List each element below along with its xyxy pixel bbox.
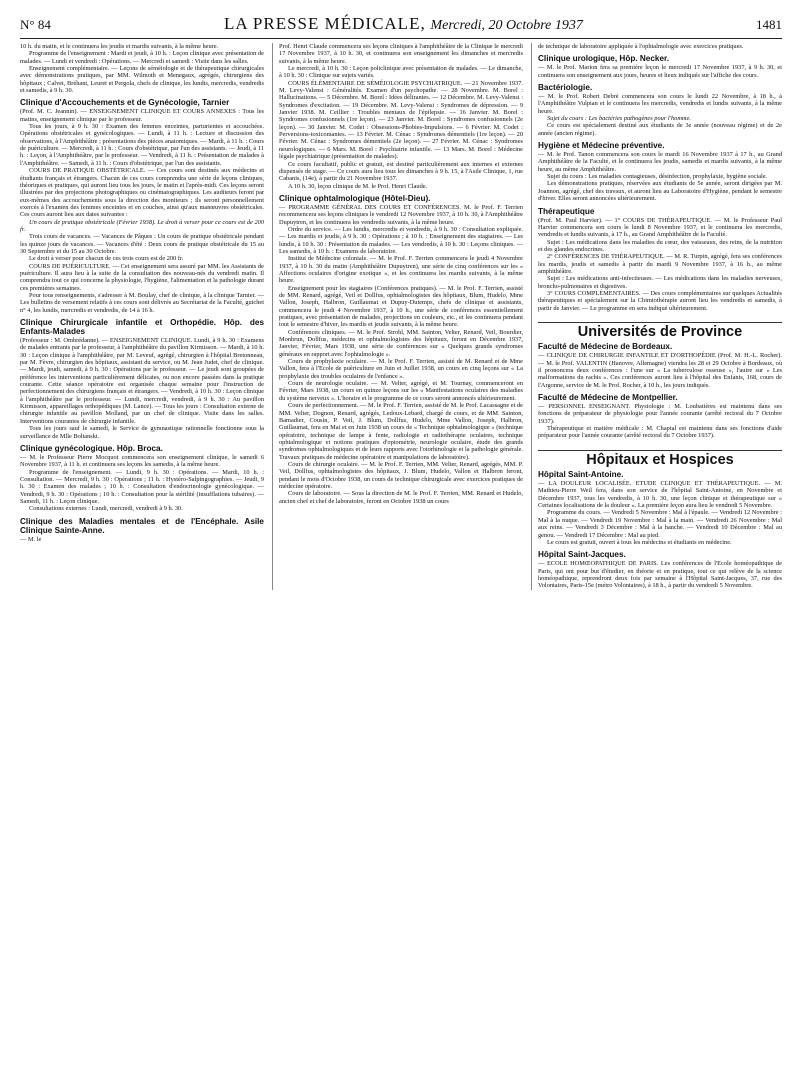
paragraph: (Professeur : M. Ombrédanne). — ENSEIGNEMENT CLINIQUE. Lundi, à 9 h. 30 : Examens de malades entrants par le professeur, à l'amphithéâtre du pavillon Kirmisson. — Mardi, à 10 h. 30 : Leçon clinique à l'amphithéâtre, par M. Leveuf, agrégé, chirurgien à l'hôpital Bretonneau, par M. Fèvre, chirurgien des hôpitaux, assistant du service, ou M. Jean Judet, chef de clinique. — Mardi, jeudi, samedi, à 9 h. 30 : Opérations par le professeur. — Le jeudi sont groupées de préférence les interventions particulièrement délicates, ou non encore passées dans la pratique courante. Cette séance opératoire est organisée chaque semaine pour l'instruction de perfectionnement des chirurgiens français et étrangers. — Vendredi, à 10 h. 30 : Leçon clinique à l'amphithéâtre par le professeur. — Lundi, mercredi, vendredi, à 9 h. 30 : Au pavillon Kirmisson, appareillages orthopédiques (M. Lance). — Tous les jours : Consultation externe de chirurgie infantile au pavillon Molland, par un chef de clinique. Visite dans les salles. Interventions courantes de chirurgie infantile. (20, 337, 264, 425)
column-2 (272, 43, 523, 590)
paragraph: COURS ÉLÉMENTAIRE DE SÉMÉIOLOGIE PSYCHIATRIQUE. — 21 Novembre 1937. M. Levy-Valensi : Généralités. Examen d'un psychopathe. — 28 Novembre. M. Borel : Hallucinations. — 5 Décembre. M. Borel : Idées délirantes. — 12 Décembre. M. Levy-Valensi : Syndromes d'excitation. — 19 Décembre. M. Levy-Valensi : Syndromes de dépression. — 9 Janvier 1938. M. Ceillier : Troubles mentaux de l'épilepsie. — 16 Janvier. M. Borel : Syndromes confusionnels (1re leçon). — 23 Janvier. M. Borel : Syndromes confusionnels (2e leçon). — 30 Janvier. M. Codet : Obsessions-Phobies-Impulsions. — 6 Février. M. Codet : Perversions-toxicomanies. — 13 Février. M. Cénac : Syndromes démentiels (1re leçon). — 20 Février. M. Cénac : Syndromes démentiels (2e leçon). — 27 Février. M. Cénac : Syndromes neurologiques. — 6 Mars. M. Borel : Psychiatrie infantile. — 13 Mars. M. Borel : Médecine légale psychiatrique (présentation de malades). (279, 79, 523, 161)
paragraph: Enseignement pour les stagiaires (Conférences pratiques). — M. le Prof. F. Terrien, assisté de MM. Renard, agrégé, Veil et Dollfus, ophtalmologistes des hôpitaux, Blum, Hudelo, Mme Vallon, Joseph, Halbron, Guillaumat et Dupuy-Dutemps, chefs de clinique et assistants, commencera le jeudi 4 Novembre 1937, à 10 h., une série de conférences essentiellement pratiques, avec présentation de malades, projections en couleurs, etc., et les continuera pendant tout le semestre d'hiver, les mardis et jeudis suivants, à la même heure. (279, 284, 523, 329)
paragraph: Prof. Henri Claude commencera ses leçons cliniques à l'amphithéâtre de la Clinique le mercredi 17 Novembre 1937, à 10 h. 30, et continuera son enseignement les dimanches et mercredis suivants, à la même heure. (279, 43, 523, 65)
paragraph: Thérapeutique et matière médicale : M. Chaptal est maintenu dans ses fonctions d'aide préparateur pour l'année courante (arrêté rectoral du 7 Octobre 1937). (538, 425, 782, 440)
paragraph: Ce cours est spécialement destiné aux étudiants de 3e année (nouveau régime) et de 2e année (ancien régime). (538, 122, 782, 137)
paragraph: (Prof. M. C. Jeannin). — ENSEIGNEMENT CLINIQUE ET COURS ANNEXES : Tous les matins, enseignement clinique par le professeur. (20, 108, 264, 123)
section-heading: Hôpital Saint-Antoine. (538, 470, 624, 480)
paragraph: Programme de l'enseignement : Mardi et jeudi, à 10 h. : Leçon clinique avec présentation de malades. — Lundi et vendredi : Opérations. — Mercredi et samedi : Visite dans les salles. (20, 50, 264, 65)
issue-date: Mercredi, 20 Octobre 1937 (430, 18, 583, 33)
section-heading: Hôpital Saint-Jacques. (538, 550, 626, 560)
section-title-hopitaux: Hôpitaux et Hospices (538, 450, 782, 464)
paragraph: A 10 h. 30, leçon clinique de M. le Prof. Henri Claude. (288, 182, 428, 190)
paragraph: Cours de neurologie oculaire. — M. Velter, agrégé, et M. Tournay, commenceront en Février, Mars 1938, un cours en quinze leçons sur les « Manifestations oculaires des maladies du système nerveux ». L'horaire et le programme de ce cours seront annoncés ultérieurement. (279, 380, 523, 402)
section-heading: Faculté de Médecine de Bordeaux. (538, 342, 673, 352)
paragraph: Enseignement complémentaire. — Leçons de séméiologie et de thérapeutique chirurgicales avec démonstrations pratiques, par MM. Wilmoth et Menegaux, agrégés, chirurgiens des hôpitaux ; Calvet, Bréhant, Leuret et Pergola, chefs de clinique, les lundis, mercredis, vendredis et samedis, à 9 h. 30. (20, 65, 264, 95)
paragraph: Institut de Médecine coloniale. — M. le Prof. F. Terrien commencera le jeudi 4 Novembre 1937, à 10 h. 30 du matin (Amphithéâtre Dupuytren), une série de cinq conférences sur les « Affections oculaires d'origine exotique », et les continuera les mardis suivants, à la même heure. (279, 255, 523, 285)
paragraph: Tous les jours sauf le samedi, le Service de gymnastique rationnelle fonctionne sous la surveillance de Mlle Boltanski. (20, 425, 264, 440)
paragraph: COURS DE PRATIQUE OBSTÉTRICALE. — Ces cours sont destinés aux médecins et étudiants français et étrangers. Chacun de ces cours comprendra une série de leçons cliniques, théoriques et pratiques, qui auront lieu tous les jours, le matin et l'après-midi. Ces leçons seront illustrées par des projections photographiques ou cinématographiques. Les auditeurs feront par eux-mêmes des accouchements sous la direction des moniteurs ; ils seront personnellement exercés à l'examen des femmes enceintes et en couches, ainsi qu'aux manœuvres obstétricales. Ces cours auront lieu aux dates suivantes : (20, 167, 264, 219)
paragraph: Tous les jours, à 9 h. 30 : Examen des femmes enceintes, parturientes et accouchées. Opérations obstétricales et gynécologiques. — Lundi, à 11 h. : Lecture et discussion des observations, à l'Amphithéâtre ; présentations des pièces anatomiques. — Mardi, à 11 h. : Cours de puériculture. — Mercredi, à 11 h. : Cours d'obstétrique, par l'un des assistants. — Jeudi, à 11 h. : Leçon, à l'Amphithéâtre, par le professeur. — Vendredi, à 11 h. : Présentation de malades à l'Amphithéâtre. — Samedi, à 11 h. : Cours d'obstétrique, par l'un des assistants. (20, 123, 264, 167)
section-heading: Clinique gynécologique. Hôp. Broca. (20, 443, 163, 453)
paragraph: Sujet du cours : Les maladies contagieuses, désinfection, prophylaxie, hygiène sociale. (547, 173, 768, 181)
section-heading: Bactériologie. (538, 83, 593, 93)
paragraph: Ordre du service. — Les lundis, mercredis et vendredis, à 9 h. 30 : Consultation expliquée. — Les mardis et jeudis, à 9 h. 30 : Opérations ; à 10 h. : Enseignement des stagiaires. — Les lundis, à 10 h. 30 : Présentation de malades. — Les vendredis, à 10 h. 30 : Leçons cliniques. — Les samedis, à 10 h. : Examens de laboratoire. (279, 225, 523, 255)
paragraph: 10 h. du matin, et le continuera les jeudis et mardis suivants, à la même heure. (20, 43, 219, 50)
paragraph: — LA DOULEUR LOCALISÉE. ETUDE CLINIQUE ET THÉRAPEUTIQUE. — M. Mathieu-Pierre Weil fera, dans son service de l'hôpital Saint-Antoine, en Novembre et Décembre 1937, tous les vendredis, à 10 h. 30, une leçon clinique et thérapeutique sur « Certaines localisations de la douleur ». La première leçon aura lieu le vendredi 5 Novembre. (538, 480, 782, 510)
paragraph: Programme de l'enseignement. — Lundi, 9 h. 30 : Opérations. — Mardi, 10 h. : Consultation. — Mercredi, 9 h. 30 : Opérations ; 11 h. : Hystéro-Salpingographies. — Jeudi, 9 h. 30 : Examen des malades ; 10 h. : Consultation d'endocrinologie gynécologique. — Vendredi, 9 h. 30 : Opérations ; 10 h. : Consultation pour la stérilité (insufflations tubaires). — Samedi, 11 h. : Leçon clinique. (20, 468, 264, 505)
paragraph: Pour tous renseignements, s'adresser à M. Boulay, chef de clinique, à la clinique Tarnier. — Les bulletins de versement relatifs à ces cours sont délivrés au Secrétariat de la Faculté, guichet n° 4, les lundis, mercredis et vendredis, de 14 à 16 h. (20, 292, 264, 314)
paragraph: Trois cours de vacances. — Vacances de Pâques : Un cours de pratique obstétricale pendant les quinze jours de vacances. — Vacances d'été : Deux cours de pratique obstétricale du 15 au 30 Septembre et du 15 au 30 Octobre. (20, 233, 264, 255)
paragraph: Cours de perfectionnement. — M. le Prof. F. Terrien, assisté de M. le Prof. Lacassagne et de MM. Velter, Dognon, Renard, agrégés, Ledoux-Lebard, chargé de cours, et de MM. Sainton, Bamadier, Cousin, P. Veil, J. Blum, Dollfus, Hudelo, Mme Vallon, Joseph, Halbron, Guillaumat, fera en Mai et en Juin 1938 un cours de « Technique ophtalmologique » (technique opératoire, technique de lampe à fente, radiologie et radiothérapie oculaires, technique ophtalmologique et notions pratiques d'optométrie, neurologie oculaire, étude des grands syndromes ophtalmologiques et de leurs rapports avec l'otorhinologie et la pathologie générale. Travaux pratiques de médecine opératoire et manipulations de laboratoire). (279, 402, 523, 461)
paragraph: Sujet : Les médications anti-infectieuses. — Les médications dans les maladies nerveuses, broncho-pulmonaires et digestives. (538, 275, 782, 290)
column-1 (20, 43, 264, 590)
journal-title: LA PRESSE MÉDICALE, (223, 14, 426, 33)
page-number: 1481 (755, 17, 782, 32)
section-heading: Clinique d'Accouchements et de Gynécologie, Tarnier (20, 98, 230, 108)
paragraph: — CLINIQUE DE CHIRURGIE INFANTILE ET D'ORTHOPÉDIE (Prof. M. H.-L. Rocher). — M. le Prof. VALENTIN (Hanovre, Allemagne) viendra les 28 et 29 Octobre à Bordeaux, où il prononcera deux conférences : l'une sur « La tuberculose osseuse », l'autre sur « Les malformations du rachis ». Ces conférences auront lieu à l'hôpital des Enfants, 168, cours de l'Argonne, service de M. le Prof. Rocher, à 10 h., les jours indiqués. (538, 352, 782, 389)
section-heading: Clinique Chirurgicale infantile et Orthopédie. Hôp. des Enfants-Malades (20, 318, 264, 337)
paragraph: (Prof. M. Paul Harvier). — 1° COURS DE THÉRAPEUTIQUE. — M. le Professeur Paul Harvier commencera son cours le lundi 8 Novembre 1937, et le continuera les mercredis, vendredis et lundis suivants, à 17 h., au Grand Amphithéâtre de la Faculté. (538, 216, 782, 239)
paragraph: COURS DE PUÉRICULTURE. — Cet enseignement sera assuré par MM. les Assistants de puériculture. Il aura lieu à la suite de la consultation des nouveau-nés du vendredi matin. Il comprendra tout ce qui concerne la physiologie, l'hygiène, l'alimentation et la pathologie durant ces premières semaines. (20, 262, 264, 292)
paragraph: Un cours de pratique obstétricale (Février 1938). Le droit à verser pour ce cours est de 200 fr. (20, 218, 264, 233)
page-header (20, 14, 782, 39)
paragraph: Sujet : Les médications dans les maladies du cœur, des vaisseaux, des reins, de la nutrition et des glandes endocrines. (538, 238, 782, 253)
issue-number: N° 84 (20, 17, 51, 32)
section-heading: Hygiène et Médecine préventive. (538, 141, 665, 151)
paragraph: Consultations externes : Lundi, mercredi, vendredi à 9 h. 30. (29, 505, 183, 513)
paragraph: Les démonstrations pratiques, réservées aux étudiants de 5e année, seront dirigées par M. Joannon, agrégé, chef des travaux, et auront lieu au Laboratoire d'Hygiène, pendant le semestre d'hiver. Elles seront annoncées ultérieurement. (538, 180, 782, 203)
paragraph: — ECOLE HOMŒOPATHIQUE DE PARIS. Les conférences de l'Ecole homéopathique de Paris, qui ont pour but d'étudier, en théorie et en pratique, tout ce qui relève de la science homéopathique, reprendront deux fois par semaine à l'Hôpital Saint-Jacques, 37, rue des Volontaires, Paris-15e (métro Volontaires), à 18 h., à partir du vendredi 5 Novembre. (538, 560, 782, 590)
paragraph: Cours de prophylaxie oculaire. — M. le Prof. F. Terrien, assisté de M. Renard et de Mme Vallon, fera à l'Ecole de puériculture en Juin et Juillet 1938, un cours en cinq leçons sur « La prophylaxie des troubles oculaires de l'enfance ». (279, 358, 523, 380)
paragraph: Le cours est gratuit, ouvert à tous les médecins et étudiants en médecine. (547, 538, 732, 546)
section-heading: Clinique des Maladies mentales et de l'Encéphale. Asile Clinique Sainte-Anne. (20, 516, 264, 535)
column-3 (531, 43, 782, 590)
section-heading: Thérapeutique (538, 206, 595, 216)
paragraph: — M. le Professeur Pierre Mocquot commencera son enseignement clinique, le samedi 6 Novembre 1937, à 11 h. et continuera ses leçons les samedis, à la même heure. (20, 453, 264, 469)
paragraph: Le droit à verser pour chacun de ces trois cours est de 200 fr. (29, 255, 184, 263)
paragraph: — M. le Prof. Marion fera sa première leçon le mercredi 17 Novembre 1937, à 9 h. 30, et continuera son enseignement aux jours, heures et lieux indiqués sur l'affiche des cours. (538, 64, 782, 79)
paragraph: Cours de chirurgie oculaire. — M. le Prof. F. Terrien, MM. Velter, Renard, agrégés, MM. P. Veil, Dollfus, ophtalmologistes des hôpitaux, J. Blum, Hudelo, Vallon et Halbron feront, pendant le mois d'Octobre 1938, un cours de technique chirurgicale avec exercices pratiques de médecine opératoire. (279, 460, 523, 490)
masthead (224, 14, 583, 34)
paragraph: — PROGRAMME GÉNÉRAL DES COURS ET CONFÉRENCES. M. le Prof. F. Terrien recommencera ses leçons cliniques le vendredi 12 Novembre 1937, à 10 h. 30, à l'Amphithéâtre Dupuytren, et les continuera les vendredis suivants, à la même heure. (279, 203, 523, 226)
section-title-universites: Universités de Province (538, 322, 782, 336)
paragraph: — M. le (20, 535, 42, 543)
paragraph: Ce cours facultatif, public et gratuit, est destiné particulièrement aux internes et externes dispensés de stage. — Ce cours aura lieu tous les dimanches à 9 h. 15, à l'Asile Clinique, 1, rue Cabanis, (14e), à partir du 21 Novembre 1937. (279, 160, 523, 183)
paragraph: Cours de laboratoire. — Sous la direction de M. le Prof. F. Terrien, MM. Renard et Hudelo, ancien chef et chef de laboratoire, feront en Octobre 1938 un cours (279, 490, 523, 505)
paragraph: Programme du cours. — Vendredi 5 Novembre : Mal à l'épaule. — Vendredi 12 Novembre : Mal à la nuque. — Vendredi 19 Novembre : Mal à la main. — Vendredi 26 Novembre : Mal aux reins. — Vendredi 3 Décembre : Mal à la hanche. — Vendredi 10 Décembre : Mal au genou. — Vendredi 17 Décembre : Mal au pied. (538, 509, 782, 539)
paragraph: 2° CONFÉRENCES DE THÉRAPEUTIQUE. — M. R. Turpin, agrégé, fera ses conférences les mardis, jeudis et samedis à partir du mardi 9 Novembre 1937, à 16 h., au même amphithéâtre. (538, 253, 782, 275)
article-columns (20, 43, 782, 590)
section-heading: Clinique urologique, Hôp. Necker. (538, 54, 670, 64)
paragraph: — PERSONNEL ENSEIGNANT. Physiologie : M. Loubatières est maintenu dans ses fonctions de préparateur de physiologie pour l'année courante (arrêté rectoral du 7 Octobre 1937). (538, 403, 782, 425)
paragraph: de technique de laboratoire appliquée à l'ophtalmologie avec exercices pratiques. (538, 43, 744, 50)
section-heading: Clinique ophtalmologique (Hôtel-Dieu). (279, 193, 431, 203)
paragraph: — M. le Prof. Tanon commencera son cours le mardi 16 Novembre 1937 à 17 h., au Grand Amphithéâtre de la Faculté, et le continuera les jeudis, samedis et mardis suivants, à la même heure, au même Amphithéâtre. (538, 151, 782, 173)
paragraph: Sujet du cours : Les bactéries pathogènes pour l'homme. (547, 115, 691, 123)
paragraph: — M. le Prof. Robert Debré commencera son cours le lundi 22 Novembre, à 18 h., à l'Amphithéâtre Vulpian et le continuera les mercredis, vendredis et lundis suivants, à la même heure. (538, 93, 782, 115)
paragraph: 3° COURS COMPLÉMENTAIRES. — Des cours complémentaires sur quelques Actualités thérapeutiques et spécialement sur la Chimiothérapie auront lieu les vendredis et samedis, à partir de Janvier. — Le programme en sera indiqué ultérieurement. (538, 289, 782, 312)
section-heading: Faculté de Médecine de Montpellier. (538, 393, 678, 403)
paragraph: Le mercredi, à 10 h. 30 : Leçon policlinique avec présentation de malades. — Le dimanche, à 10 h. 30 : Clinique sur sujets variés. (279, 65, 523, 80)
paragraph: Conférences cliniques. — M. le Prof. Strohl, MM. Sainton, Velter, Renard, Veil, Bourdier, Monbrun, Dollfus, médecins et ophtalmologistes des hôpitaux, feront en Décembre 1937, Janvier, Février, Mars 1938, une série de conférences sur « Quelques grands syndromes généraux en rapport avec l'ophtalmologie ». (279, 328, 523, 358)
